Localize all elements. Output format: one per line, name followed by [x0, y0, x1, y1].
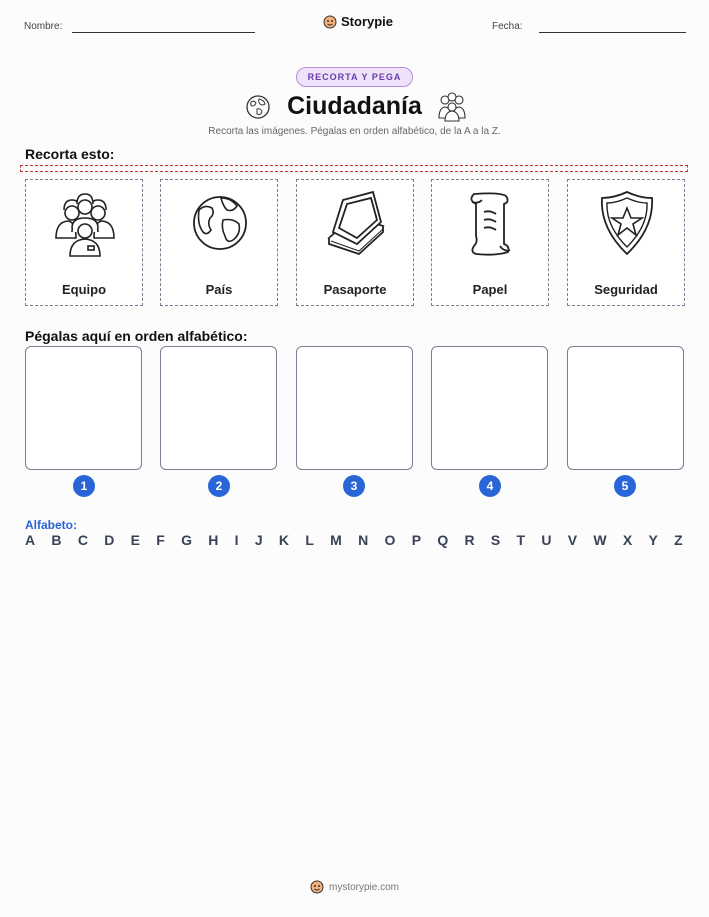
letter: X — [622, 532, 633, 548]
slot-number-1: 1 — [73, 475, 95, 497]
date-label: Fecha: — [492, 21, 523, 32]
letter: W — [593, 532, 607, 548]
letter: D — [104, 532, 115, 548]
letter: R — [464, 532, 475, 548]
scroll-icon — [456, 188, 526, 258]
letter: P — [411, 532, 422, 548]
globe-icon — [185, 188, 255, 258]
letter: E — [130, 532, 140, 548]
cut-card-equipo[interactable] — [25, 179, 143, 306]
name-label: Nombre: — [24, 21, 63, 32]
brand-logo — [323, 14, 393, 29]
slot-number-5: 5 — [614, 475, 636, 497]
letter: V — [567, 532, 578, 548]
card-label: Papel — [472, 282, 508, 297]
letter: T — [516, 532, 526, 548]
letter: N — [358, 532, 369, 548]
slot-number-4: 4 — [479, 475, 501, 497]
cut-card-papel[interactable] — [431, 179, 549, 306]
cut-card-pasaporte[interactable] — [296, 179, 414, 306]
card-label: País — [205, 282, 233, 297]
alphabet-row — [25, 532, 683, 548]
cut-card-pais[interactable] — [160, 179, 278, 306]
letter: Y — [648, 532, 658, 548]
paste-slot-4[interactable] — [431, 346, 548, 470]
storypie-mascot-icon — [323, 15, 337, 29]
letter: Q — [437, 532, 449, 548]
paste-slot-3[interactable] — [296, 346, 413, 470]
team-icon — [50, 188, 120, 258]
letter: C — [77, 532, 88, 548]
cut-heading: Recorta esto: — [25, 146, 115, 162]
card-label: Pasaporte — [323, 282, 387, 297]
card-label: Seguridad — [594, 282, 658, 297]
letter: O — [384, 532, 396, 548]
letter: K — [278, 532, 290, 548]
letter: G — [181, 532, 192, 548]
shield-star-icon — [592, 188, 662, 258]
letter: A — [25, 532, 36, 548]
paste-slot-5[interactable] — [567, 346, 684, 470]
instructions: Recorta las imágenes. Pégalas en orden alfabético, de la A a la Z. — [208, 126, 501, 137]
alphabet-label: Alfabeto: — [25, 518, 77, 532]
name-line[interactable] — [72, 32, 255, 33]
letter: I — [234, 532, 239, 548]
letter: S — [490, 532, 501, 548]
passport-icon — [321, 188, 391, 258]
paste-slot-1[interactable] — [25, 346, 142, 470]
letter: B — [51, 532, 62, 548]
activity-tag: RECORTA Y PEGA — [296, 67, 413, 87]
letter: J — [254, 532, 263, 548]
cut-card-seguridad[interactable] — [567, 179, 685, 306]
slot-number-3: 3 — [343, 475, 365, 497]
card-label: Equipo — [61, 282, 107, 297]
paste-heading: Pégalas aquí en orden alfabético: — [25, 328, 248, 344]
brand-name: Storypie — [341, 14, 394, 29]
letter: H — [208, 532, 219, 548]
date-line[interactable] — [539, 32, 686, 33]
cut-line — [20, 165, 688, 172]
footer-url[interactable]: mystorypie.com — [328, 881, 399, 893]
page-title: Ciudadanía — [287, 92, 422, 120]
paste-slot-2[interactable] — [160, 346, 277, 470]
letter: M — [330, 532, 342, 548]
team-icon — [436, 92, 468, 122]
letter: F — [156, 532, 165, 548]
storypie-mascot-icon — [310, 880, 324, 894]
footer — [0, 880, 709, 894]
letter: U — [541, 532, 552, 548]
letter: L — [305, 532, 314, 548]
slot-number-2: 2 — [208, 475, 230, 497]
letter: Z — [674, 532, 683, 548]
